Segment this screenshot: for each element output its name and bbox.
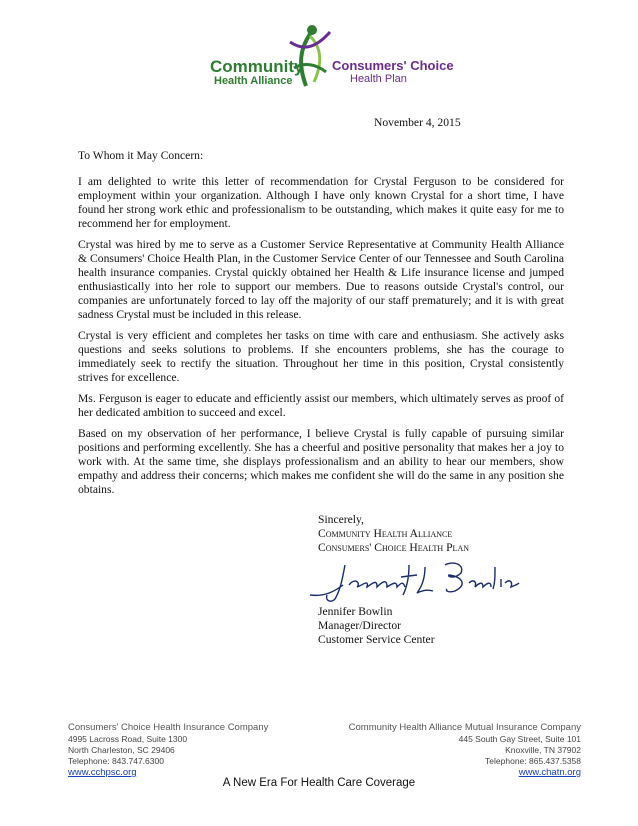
salutation: To Whom it May Concern: xyxy=(78,149,204,162)
closing-block xyxy=(318,513,469,555)
logo-right-line1: Consumers' Choice xyxy=(332,58,454,73)
paragraph: Based on my observation of her performance, I believe Crystal is fully capable of pursuing similar positions and performing excellently. She has a cheerful and positive personality that makes her a joy to work with. At the same time, she displays professionalism and an ability to hear our members, show empathy and address their concerns; which makes me confident she will do the same in any position she obtains. xyxy=(78,427,564,496)
paragraph: Crystal was hired by me to serve as a Customer Service Representative at Community Health Alliance & Consumers' Choice Health Plan, in the Customer Service Center of our Tennessee and South Carolina health insurance companies. Crystal quickly obtained her Health & Life insurance license and jumped enthusiastically into her role to support our members. Due to reasons outside Crystal's control, our companies are unfortunately forced to lay off the majority of our staff prematurely; and it is with great sadness Crystal must be included in this release. xyxy=(78,238,564,321)
footer-left-address xyxy=(68,722,268,778)
org-line-1: Community Health Alliance xyxy=(318,527,453,540)
footer-right-company: Community Health Alliance Mutual Insurance Company xyxy=(348,722,581,733)
closing: Sincerely, xyxy=(318,513,364,526)
consumers-choice-logo-text xyxy=(332,59,454,86)
logo-left-line2: Health Alliance xyxy=(214,75,293,87)
handwritten-signature xyxy=(305,555,520,610)
footer-right-address1: 445 South Gay Street, Suite 101 xyxy=(458,734,581,744)
logo-right-line2: Health Plan xyxy=(350,73,407,85)
signer-title: Manager/Director xyxy=(318,619,402,632)
signer-department: Customer Service Center xyxy=(318,633,435,646)
footer-left-company: Consumers' Choice Health Insurance Company xyxy=(68,722,269,733)
footer-left-phone: Telephone: 843.747.6300 xyxy=(68,756,164,766)
paragraph: Crystal is very efficient and completes her tasks on time with care and enthusiasm. She actively asks questions and seeks solutions to problems. If she encounters problems, she has the courage to immediately seek to rectify the situation. Throughout her time in this position, Crystal consistently strives for excellence. xyxy=(78,329,564,384)
footer-left-address1: 4995 Lacross Road, Suite 1300 xyxy=(68,734,188,744)
paragraph: Ms. Ferguson is eager to educate and efficiently assist our members, which ultimately serves as proof of her dedicated ambition to succeed and excel. xyxy=(78,392,564,419)
signature-icon xyxy=(305,555,520,605)
footer-right-website-link[interactable]: www.chatn.org xyxy=(518,767,581,778)
footer-right-address2: Knoxville, TN 37902 xyxy=(505,745,581,755)
logo-left-line1: Community xyxy=(210,57,304,76)
footer-tagline: A New Era For Health Care Coverage xyxy=(222,777,416,789)
letterhead-logo xyxy=(0,24,638,90)
paragraph: I am delighted to write this letter of recommendation for Crystal Ferguson to be considered for employment within your organization. Although I have only known Crystal for a short time, I have found her strong work ethic and professionalism to be outstanding, which makes it quite easy for me to recommend her for employment. xyxy=(78,175,564,230)
letter-body xyxy=(78,175,564,504)
signer-name: Jennifer Bowlin xyxy=(318,605,393,618)
footer-right-address xyxy=(349,722,581,778)
signer-block xyxy=(318,605,435,647)
org-line-2: Consumers' Choice Health Plan xyxy=(318,541,470,554)
footer-left-address2: North Charleston, SC 29406 xyxy=(68,745,175,755)
letter-date: November 4, 2015 xyxy=(374,116,461,129)
footer-right-phone: Telephone: 865.437.5358 xyxy=(485,756,581,766)
community-health-alliance-logo-text xyxy=(210,58,304,87)
footer-left-website-link[interactable]: www.cchpsc.org xyxy=(68,767,137,778)
